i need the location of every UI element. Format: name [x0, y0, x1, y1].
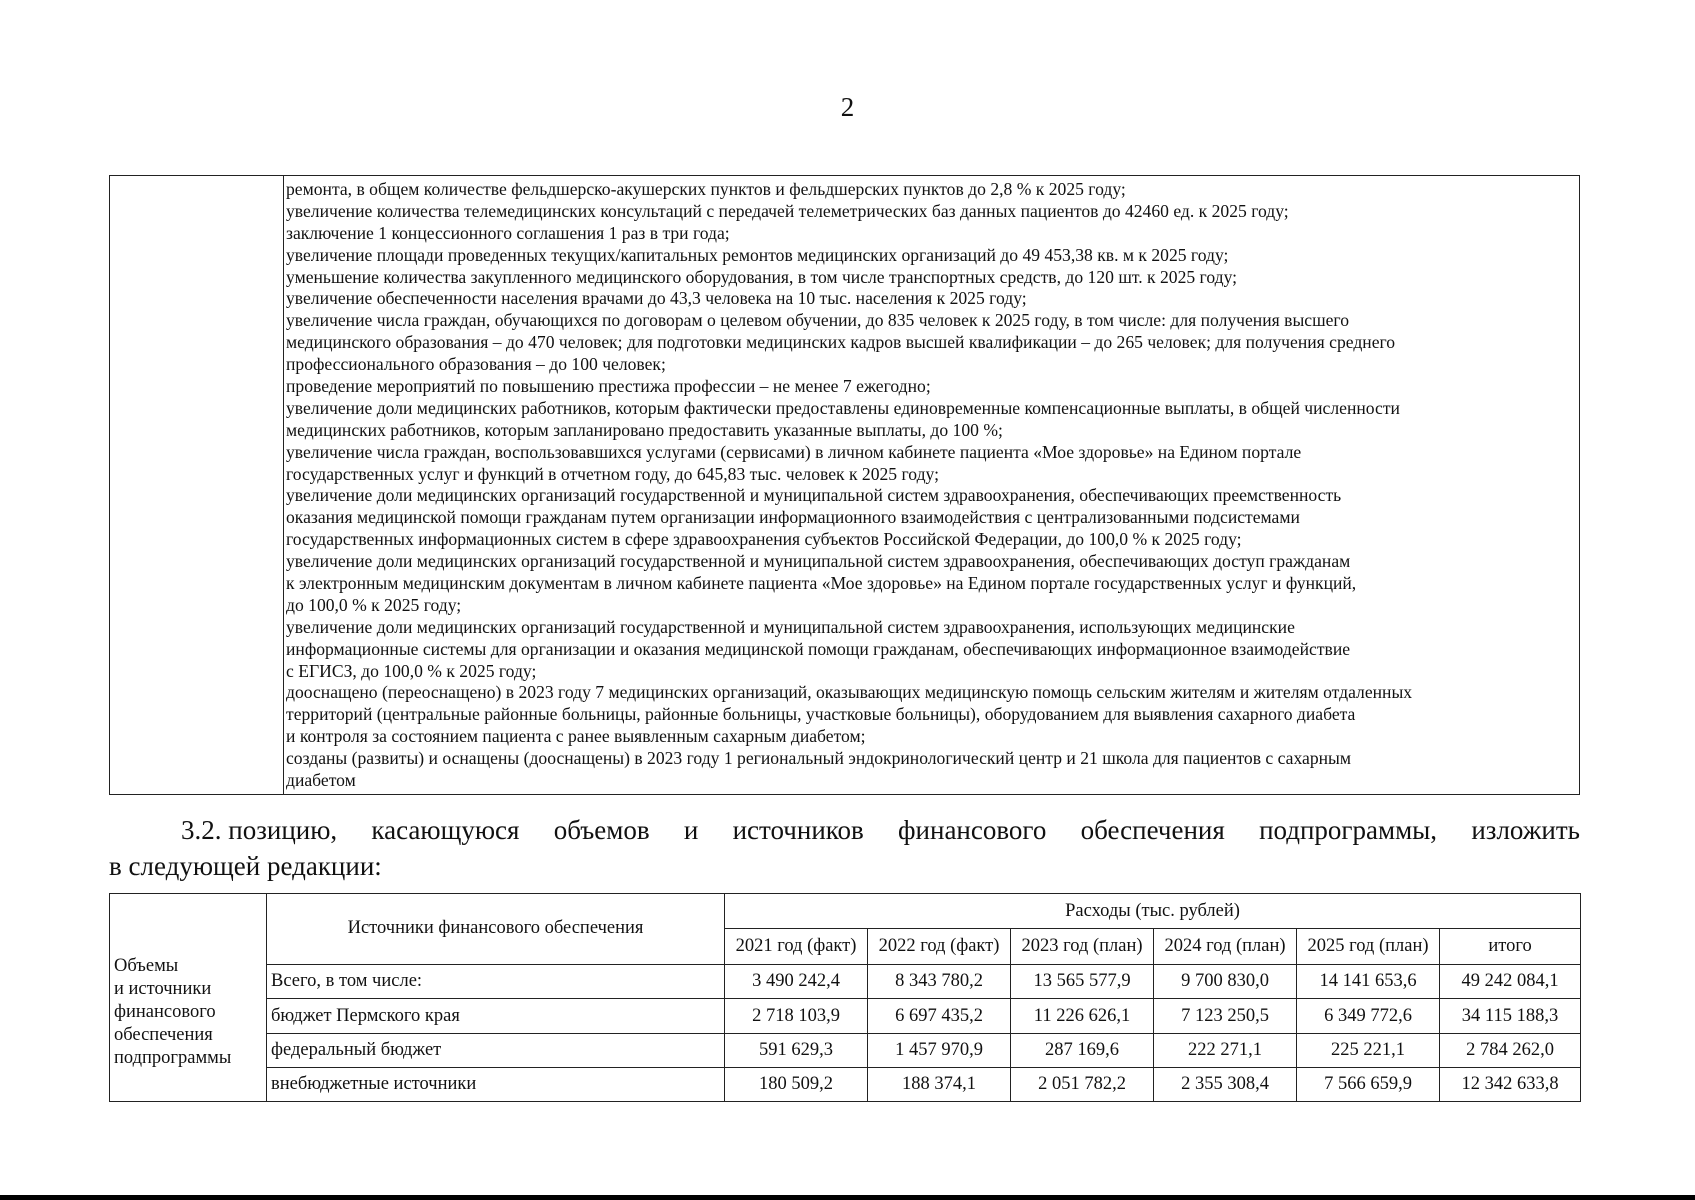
value-cell: 2 355 308,4: [1154, 1067, 1297, 1101]
target-line: проведение мероприятий по повышению престижа профессии – не менее 7 ежегодно;: [286, 376, 931, 397]
scan-edge: [0, 1195, 1695, 1200]
sources-header: Источники финансового обеспечения: [267, 894, 725, 965]
intro-word: изложить: [1471, 815, 1580, 845]
target-line: государственных услуг и функций в отчетном году, до 645,83 тыс. человек к 2025 году;: [286, 463, 939, 484]
value-cell: 11 226 626,1: [1011, 999, 1154, 1033]
target-line: диабетом: [286, 770, 356, 791]
total-cell: 49 242 084,1: [1440, 965, 1581, 999]
total-cell: 34 115 188,3: [1440, 999, 1581, 1033]
total-header: итого: [1440, 929, 1581, 965]
value-cell: 180 509,2: [725, 1067, 868, 1101]
value-cell: 7 566 659,9: [1297, 1067, 1440, 1101]
intro-word: 3.2. позицию,: [181, 815, 338, 845]
value-cell: 6 697 435,2: [868, 999, 1011, 1033]
value-cell: 188 374,1: [868, 1067, 1011, 1101]
scope-label-line: Объемы: [114, 956, 179, 976]
year-header: 2024 год (план): [1154, 929, 1297, 965]
target-line: с ЕГИСЗ, до 100,0 % к 2025 году;: [286, 660, 537, 681]
value-cell: 2 051 782,2: [1011, 1067, 1154, 1101]
value-cell: 1 457 970,9: [868, 1033, 1011, 1067]
target-line: государственных информационных систем в сфере здравоохранения субъектов Российской Федерации, до 100,0 % к 2025 году;: [286, 529, 1242, 550]
scope-label: [114, 955, 262, 1070]
target-line: к электронным медицинским документам в личном кабинете пациента «Мое здоровье» на Едином портале государственных услуг и функций,: [286, 573, 1357, 594]
value-cell: 6 349 772,6: [1297, 999, 1440, 1033]
target-line: увеличение площади проведенных текущих/капитальных ремонтов медицинских организаций до 49 453,38 кв. м к 2025 году;: [286, 244, 1229, 265]
table-row: [110, 999, 1581, 1033]
intro-word: источников: [732, 815, 864, 845]
year-header: 2021 год (факт): [725, 929, 868, 965]
target-line: созданы (развиты) и оснащены (дооснащены) в 2023 году 1 региональный эндокринологический центр и 21 школа для пациентов с сахарным: [286, 748, 1351, 769]
intro-word: объемов: [553, 815, 650, 845]
target-line: увеличение доли медицинских работников, которым фактически предоставлены единовременные компенсационные выплаты, в общей численности: [286, 397, 1400, 418]
value-cell: 222 271,1: [1154, 1033, 1297, 1067]
target-line: медицинского образования – до 470 человек; для подготовки медицинских кадров высшей квалификации – до 265 человек; для получения среднего: [286, 332, 1396, 353]
intro-word: касающуюся: [371, 815, 520, 845]
year-header: 2022 год (факт): [868, 929, 1011, 965]
target-line: увеличение количества телемедицинских консультаций с передачей телеметрических баз данных пациентов до 42460 ед. к 2025 году;: [286, 200, 1289, 221]
intro-word: и: [683, 815, 699, 845]
target-line: до 100,0 % к 2025 году;: [286, 594, 462, 615]
target-line: увеличение числа граждан, воспользовавшихся услугами (сервисами) в личном кабинете пациента «Мое здоровье» на Едином портале: [286, 441, 1302, 462]
target-line: увеличение обеспеченности населения врачами до 43,3 человека на 10 тыс. населения к 2025 году;: [286, 288, 1027, 309]
table-row: [110, 1033, 1581, 1067]
target-line: увеличение доли медицинских организаций государственной и муниципальной систем здравоохранения, обеспечивающих преемственность: [286, 485, 1342, 506]
target-line: заключение 1 концессионного соглашения 1 раз в три года;: [286, 222, 730, 243]
source-label: Всего, в том числе:: [267, 965, 725, 999]
total-cell: 2 784 262,0: [1440, 1033, 1581, 1067]
table-row: [110, 1067, 1581, 1101]
source-label: внебюджетные источники: [267, 1067, 725, 1101]
target-line: увеличение доли медицинских организаций государственной и муниципальной систем здравоохранения, обеспечивающих доступ гражданам: [286, 551, 1351, 572]
target-line: увеличение доли медицинских организаций государственной и муниципальной систем здравоохранения, использующих медицинские: [286, 616, 1295, 637]
target-line: увеличение числа граждан, обучающихся по договорам о целевом обучении, до 835 человек к 2025 году, в том числе: для получения высшего: [286, 310, 1350, 331]
value-cell: 591 629,3: [725, 1033, 868, 1067]
scope-label-line: финансового: [114, 1002, 216, 1022]
intro-line-2: в следующей редакции:: [109, 851, 382, 881]
target-line: уменьшение количества закупленного медицинского оборудования, в том числе транспортных средств, до 120 шт. к 2025 году;: [286, 266, 1238, 287]
scope-label-line: обеспечения: [114, 1025, 213, 1045]
year-header: 2025 год (план): [1297, 929, 1440, 965]
expenses-header: Расходы (тыс. рублей): [725, 894, 1581, 929]
intro-word: финансового: [898, 815, 1047, 845]
year-header: 2023 год (план): [1011, 929, 1154, 965]
target-line: ремонта, в общем количестве фельдшерско-акушерских пунктов и фельдшерских пунктов до 2,8 % к 2025 году;: [286, 179, 1126, 199]
target-line: и контроля за состоянием пациента с ранее выявленным сахарным диабетом;: [286, 726, 866, 747]
value-cell: 9 700 830,0: [1154, 965, 1297, 999]
value-cell: 225 221,1: [1297, 1033, 1440, 1067]
scope-label-line: и источники: [114, 979, 212, 999]
targets-text: [286, 179, 1577, 792]
value-cell: 14 141 653,6: [1297, 965, 1440, 999]
value-cell: 13 565 577,9: [1011, 965, 1154, 999]
scope-label-cell: [110, 894, 267, 1102]
table-row: [110, 965, 1581, 999]
intro-word: подпрограммы,: [1259, 815, 1438, 845]
target-line: медицинских работников, которым запланировано предоставить указанные выплаты, до 100 %;: [286, 419, 1003, 440]
target-line: информационные системы для организации и оказания медицинской помощи гражданам, обеспечивающих информационное взаимодействие: [286, 638, 1351, 659]
target-line: территорий (центральные районные больницы, районные больницы, участковые больницы), оборудованием для выявления сахарного диабета: [286, 704, 1356, 725]
target-line: оказания медицинской помощи гражданам путем организации информационного взаимодействия с централизованными подсистемами: [286, 507, 1300, 528]
value-cell: 2 718 103,9: [725, 999, 868, 1033]
value-cell: 7 123 250,5: [1154, 999, 1297, 1033]
total-cell: 12 342 633,8: [1440, 1067, 1581, 1101]
value-cell: 287 169,6: [1011, 1033, 1154, 1067]
targets-table: [109, 175, 1580, 795]
target-line: дооснащено (переоснащено) в 2023 году 7 медицинских организаций, оказывающих медицинскую помощь сельским жителям и жителям отдаленных: [286, 682, 1413, 703]
page-number: 2: [840, 92, 855, 122]
column-divider: [283, 176, 284, 794]
source-label: федеральный бюджет: [267, 1033, 725, 1067]
source-label: бюджет Пермского края: [267, 999, 725, 1033]
target-line: профессионального образования – до 100 человек;: [286, 354, 666, 375]
value-cell: 8 343 780,2: [868, 965, 1011, 999]
intro-word: обеспечения: [1080, 815, 1225, 845]
intro-paragraph: [109, 812, 1580, 884]
intro-line-1: [109, 812, 1580, 848]
finance-table: [109, 893, 1581, 1102]
scope-label-line: подпрограммы: [114, 1048, 232, 1068]
value-cell: 3 490 242,4: [725, 965, 868, 999]
